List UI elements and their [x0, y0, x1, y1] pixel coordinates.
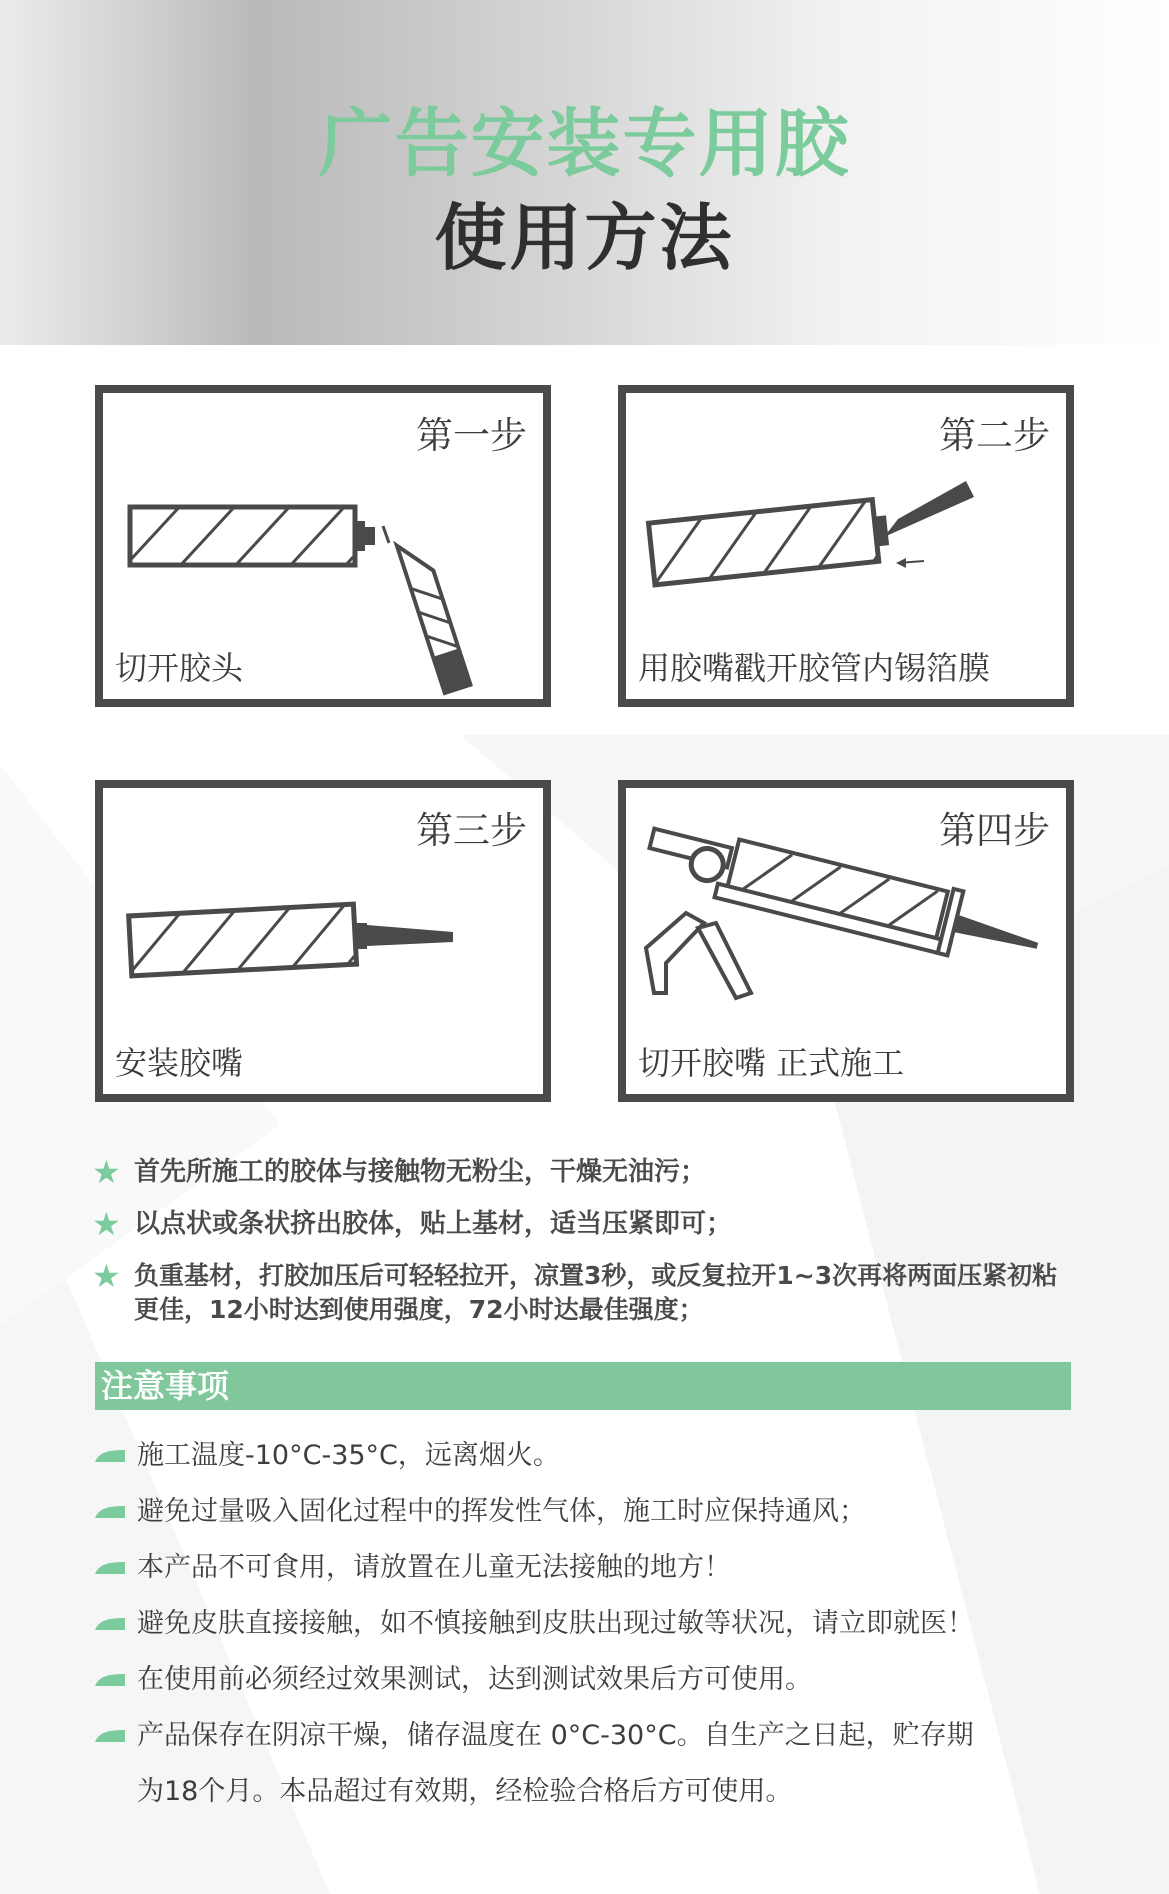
notice-item [95, 1708, 1085, 1764]
notice-item [95, 1540, 1085, 1596]
step-3-card [95, 780, 551, 1102]
notice-item-text: 避免过量吸入固化过程中的挥发性气体，施工时应保持通风； [137, 1496, 866, 1527]
notice-item [95, 1596, 1085, 1652]
usage-rules [92, 1155, 1082, 1345]
step-3-caption: 安装胶嘴 [115, 1044, 244, 1082]
leaf-bullet-icon [95, 1672, 125, 1688]
notice-header-bar [95, 1362, 1071, 1410]
leaf-bullet-icon [95, 1616, 125, 1632]
rule-text: 首先所施工的胶体与接触物无粉尘，干燥无油污； [134, 1157, 707, 1187]
step-2-card [618, 385, 1074, 707]
leaf-bullet-icon [95, 1448, 125, 1464]
step-1-card [95, 385, 551, 707]
notice-item [95, 1428, 1085, 1484]
page-title: 广告安装专用胶 [318, 101, 851, 187]
step-4-caption: 切开胶嘴 正式施工 [638, 1044, 905, 1082]
rule-text: 以点状或条状挤出胶体，贴上基材，适当压紧即可； [134, 1209, 733, 1239]
utility-knife-icon [397, 537, 471, 693]
step-4-label: 第四步 [939, 809, 1050, 852]
leaf-bullet-icon [95, 1728, 125, 1744]
rule-text-continued: 更佳，12小时达到使用强度，72小时达最佳强度； [134, 1295, 704, 1324]
header-banner [0, 0, 1169, 345]
star-icon: ★ [92, 1205, 121, 1243]
step-2-label: 第二步 [939, 414, 1050, 457]
rule-item [92, 1259, 1082, 1327]
step-3-label: 第三步 [416, 809, 527, 852]
step-4-card [618, 780, 1074, 1102]
leaf-bullet-icon [95, 1560, 125, 1576]
notice-item-text: 本产品不可食用，请放置在儿童无法接触的地方！ [137, 1552, 731, 1583]
rule-item [92, 1155, 1082, 1189]
step-1-label: 第一步 [416, 414, 527, 457]
notice-list [95, 1428, 1085, 1820]
rule-item [92, 1207, 1082, 1241]
notice-title: 注意事项 [101, 1367, 230, 1405]
star-icon: ★ [92, 1153, 121, 1191]
rule-text: 负重基材，打胶加压后可轻轻拉开，凉置3秒，或反复拉开1~3次再将两面压紧初粘 [134, 1261, 1058, 1290]
notice-item-text: 避免皮肤直接接触，如不慎接触到皮肤出现过敏等状况，请立即就医！ [137, 1608, 974, 1639]
notice-item-text: 施工温度-10°C-35°C，远离烟火。 [137, 1440, 560, 1471]
leaf-bullet-icon [95, 1504, 125, 1520]
notice-item [95, 1652, 1085, 1708]
notice-item [95, 1484, 1085, 1540]
star-icon: ★ [92, 1257, 121, 1295]
notice-item-text: 在使用前必须经过效果测试，达到测试效果后方可使用。 [137, 1664, 812, 1695]
notice-item-continuation: 为18个月。本品超过有效期，经检验合格后方可使用。 [137, 1776, 793, 1807]
page-subtitle: 使用方法 [434, 196, 735, 280]
step-2-caption: 用胶嘴戳开胶管内锡箔膜 [638, 649, 991, 687]
step-1-caption: 切开胶头 [115, 649, 244, 687]
notice-item-text: 产品保存在阴凉干燥，储存温度在 0°C-30°C。自生产之日起，贮存期 [137, 1720, 974, 1751]
